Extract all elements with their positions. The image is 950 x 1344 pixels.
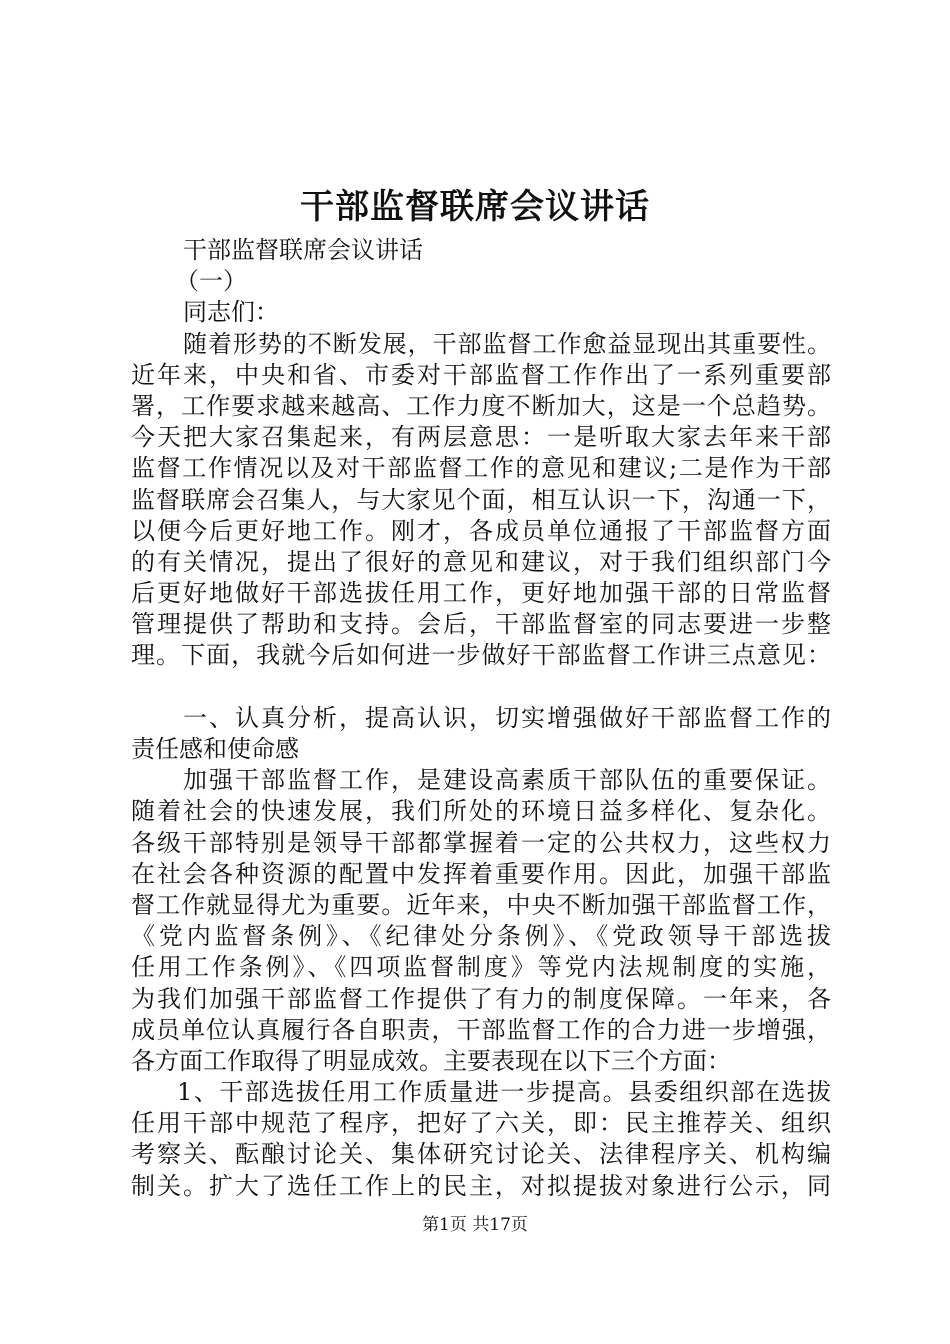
- paragraph-line: 制关。扩大了选任工作上的民主，对拟提拔对象进行公示，同: [131, 1171, 831, 1200]
- paragraph-line: 近年来，中央和省、市委对干部监督工作作出了一系列重要部: [131, 360, 831, 389]
- paragraph-line: 考察关、酝酿讨论关、集体研究讨论关、法律程序关、机构编: [131, 1140, 831, 1169]
- paragraph-line: 监督工作情况以及对干部监督工作的意见和建议;二是作为干部: [131, 454, 831, 483]
- paragraph-line: 后更好地做好干部选拔任用工作，更好地加强干部的日常监督: [131, 579, 831, 608]
- blank-line: [131, 672, 831, 703]
- paragraph-line: 任用工作条例》、《四项监督制度》等党内法规制度的实施，: [131, 953, 831, 982]
- salutation-line: 同志们：: [183, 298, 279, 327]
- paragraph-line: 加强干部监督工作，是建设高素质干部队伍的重要保证。: [183, 766, 831, 795]
- page-footer: 第1页 共17页: [422, 1215, 528, 1235]
- paragraph-line: 随着形势的不断发展，干部监督工作愈益显现出其重要性。: [183, 329, 831, 358]
- paragraph-line: 监督联席会召集人，与大家见个面，相互认识一下，沟通一下，: [131, 485, 831, 514]
- paragraph-line: 的有关情况，提出了很好的意见和建议，对于我们组织部门今: [131, 547, 831, 576]
- paragraph-line: 各方面工作取得了明显成效。主要表现在以下三个方面：: [131, 1046, 731, 1075]
- document-body: [131, 235, 831, 1202]
- heading-line: 一、认真分析，提高认识，切实增强做好干部监督工作的: [183, 703, 831, 732]
- paragraph-line: 为我们加强干部监督工作提供了有力的制度保障。一年来，各: [131, 984, 831, 1013]
- paragraph-line: 理。下面，我就今后如何进一步做好干部监督工作讲三点意见：: [131, 641, 831, 670]
- paragraph-line: 今天把大家召集起来，有两层意思：一是听取大家去年来干部: [131, 423, 831, 452]
- paragraph-line: 成员单位认真履行各自职责，干部监督工作的合力进一步增强，: [131, 1015, 831, 1044]
- section-number-line: （一）: [175, 267, 247, 296]
- paragraph-line: 随着社会的快速发展，我们所处的环境日益多样化、复杂化。: [131, 797, 831, 826]
- paragraph-line: 各级干部特别是领导干部都掌握着一定的公共权力，这些权力: [131, 828, 831, 857]
- heading-line: 责任感和使命感: [131, 735, 299, 763]
- document-title: 干部监督联席会议讲话: [300, 187, 650, 227]
- paragraph-line: 管理提供了帮助和支持。会后，干部监督室的同志要进一步整: [131, 610, 831, 639]
- paragraph-line: 《党内监督条例》、《纪律处分条例》、《党政领导干部选拔: [131, 922, 831, 951]
- paragraph-line: 督工作就显得尤为重要。近年来，中央不断加强干部监督工作，: [131, 890, 831, 919]
- paragraph-line: 任用干部中规范了程序，把好了六关，即：民主推荐关、组织: [131, 1109, 831, 1138]
- paragraph-line: 1、干部选拔任用工作质量进一步提高。县委组织部在选拔: [177, 1078, 831, 1107]
- paragraph-line: 以便今后更好地工作。刚才，各成员单位通报了干部监督方面: [131, 516, 831, 545]
- subtitle-line: 干部监督联席会议讲话: [183, 236, 423, 264]
- paragraph-line: 在社会各种资源的配置中发挥着重要作用。因此，加强干部监: [131, 859, 831, 888]
- paragraph-line: 署，工作要求越来越高、工作力度不断加大，这是一个总趋势。: [131, 391, 831, 420]
